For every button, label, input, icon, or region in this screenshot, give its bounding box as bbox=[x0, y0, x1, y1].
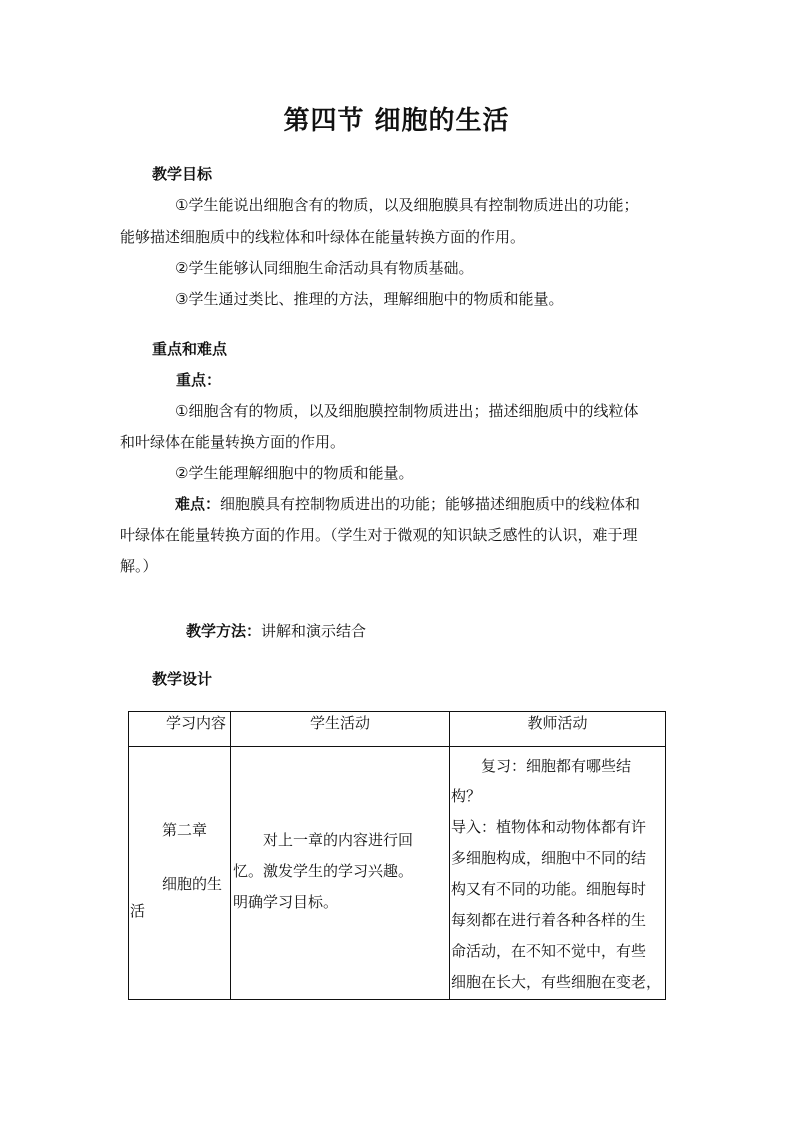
table-header-row bbox=[129, 712, 666, 747]
difficult-text-1: 细胞膜具有控制物质进出的功能；能够描述细胞质中的线粒体和 bbox=[220, 495, 641, 513]
student-line-1: 对上一章的内容进行回 bbox=[263, 831, 414, 849]
table-row bbox=[129, 747, 666, 1000]
header-teacher-activity: 教师活动 bbox=[450, 712, 666, 747]
header-content: 学习内容 bbox=[129, 712, 231, 747]
header-student-activity: 学生活动 bbox=[231, 712, 450, 747]
design-heading: 教学设计 bbox=[152, 670, 213, 688]
teacher-line-6: 每刻都在进行着各种各样的生 bbox=[451, 911, 647, 929]
objective-2: ②学生能够认同细胞生命活动具有物质基础。 bbox=[175, 259, 474, 277]
key-label: 重点： bbox=[176, 371, 222, 389]
method-text: 讲解和演示结合 bbox=[261, 622, 367, 640]
lesson-plan-table bbox=[128, 711, 666, 1000]
student-activity-cell bbox=[231, 747, 450, 1000]
method-label: 教学方法： bbox=[186, 622, 262, 640]
content-line-1: 第二章 bbox=[162, 821, 208, 839]
content-line-3: 活 bbox=[130, 902, 146, 920]
objective-1-line-2: 能够描述细胞质中的线粒体和叶绿体在能量转换方面的作用。 bbox=[120, 228, 526, 246]
teacher-line-3: 导入：植物体和动物体都有许 bbox=[451, 818, 647, 836]
teacher-line-8: 细胞在长大，有些细胞在变老， bbox=[451, 973, 662, 991]
teacher-activity-cell bbox=[450, 747, 666, 1000]
page-title: 第四节 细胞的生活 bbox=[283, 106, 510, 136]
teaching-method bbox=[186, 620, 366, 641]
student-line-2: 忆。激发学生的学习兴趣。 bbox=[233, 862, 414, 880]
teacher-line-1: 复习：细胞都有哪些结 bbox=[481, 757, 632, 775]
teacher-line-5: 构又有不同的功能。细胞每时 bbox=[451, 880, 647, 898]
content-cell bbox=[129, 747, 231, 1000]
key-1-line-2: 和叶绿体在能量转换方面的作用。 bbox=[120, 433, 346, 451]
difficult-label: 难点： bbox=[175, 495, 221, 513]
teacher-line-4: 多细胞构成，细胞中不同的结 bbox=[451, 849, 647, 867]
difficult-line-2: 叶绿体在能量转换方面的作用。（学生对于微观的知识缺乏感性的认识，难于理 bbox=[120, 526, 638, 544]
objective-3: ③学生通过类比、推理的方法，理解细胞中的物质和能量。 bbox=[175, 290, 564, 308]
key-2: ②学生能理解细胞中的物质和能量。 bbox=[175, 464, 414, 482]
content-line-2: 细胞的生 bbox=[162, 875, 223, 893]
key-points-heading: 重点和难点 bbox=[152, 340, 228, 358]
objectives-heading: 教学目标 bbox=[152, 165, 213, 183]
difficult-line-1 bbox=[175, 493, 640, 514]
student-line-3: 明确学习目标。 bbox=[233, 893, 339, 911]
difficult-line-3: 解。） bbox=[120, 557, 158, 575]
teacher-line-7: 命活动，在不知不觉中，有些 bbox=[451, 942, 647, 960]
key-1-line-1: ①细胞含有的物质，以及细胞膜控制物质进出；描述细胞质中的线粒体 bbox=[175, 402, 639, 420]
teacher-line-2: 构？ bbox=[451, 787, 482, 805]
objective-1-line-1: ①学生能说出细胞含有的物质，以及细胞膜具有控制物质进出的功能； bbox=[175, 196, 639, 214]
